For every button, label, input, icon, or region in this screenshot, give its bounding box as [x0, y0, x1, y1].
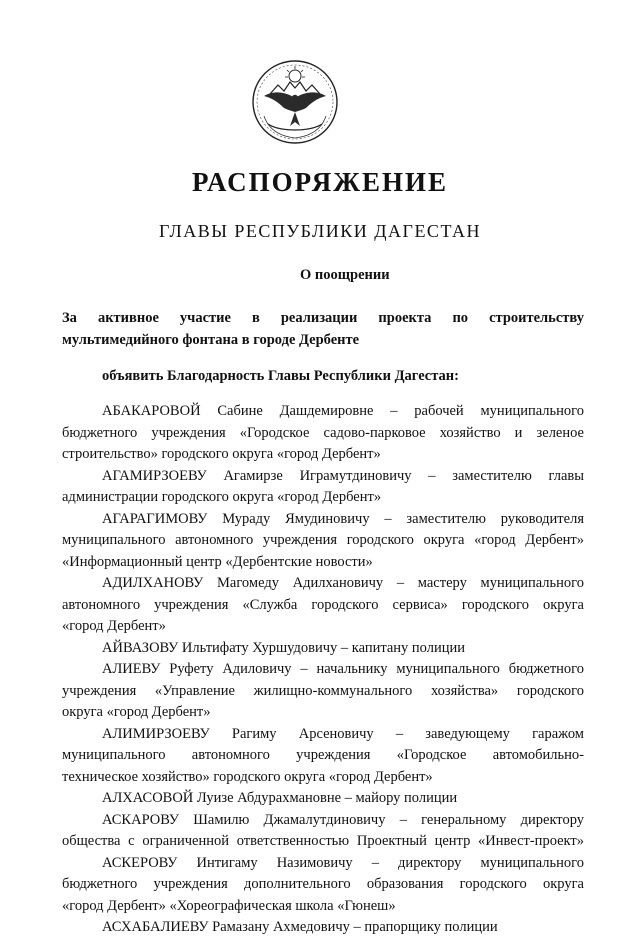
document-title: РАСПОРЯЖЕНИЕ — [191, 167, 449, 197]
document-subject: О поощрении — [300, 267, 390, 283]
preamble-paragraph — [62, 307, 584, 351]
list-line: бюджетного учреждения «Городское садово-парковое хозяйство и зеленое — [62, 424, 584, 441]
list-line: АБАКАРОВОЙ Сабине Дашдемировне – рабочей муниципального — [102, 403, 584, 419]
list-line: строительство» городского округа «город Дербент» — [62, 446, 381, 462]
list-line: муниципального автономного учреждения «Городское автомобильно- — [62, 747, 584, 763]
list-line: муниципального автономного учреждения городского округа «город Дербент» — [62, 532, 584, 548]
list-line: «Информационный центр «Дербентские новости» — [62, 553, 373, 570]
list-line: АЛХАСОВОЙ Луизе Абдурахмановне – майору полиции — [102, 790, 458, 806]
list-line: автономного учреждения «Служба городского сервиса» городского округа — [62, 596, 584, 613]
list-line: администрации городского округа «город Дербент» — [62, 489, 382, 505]
list-line: АЛИЕВУ Руфету Адиловичу – начальнику муниципального бюджетного — [102, 661, 584, 677]
list-line: АГАМИРЗОЕВУ Агамирзе Играмутдиновичу – заместителю главы — [102, 467, 584, 484]
document-subtitle: ГЛАВЫ РЕСПУБЛИКИ ДАГЕСТАН — [158, 221, 482, 241]
list-line: АСХАБАЛИЕВУ Рамазану Ахмедовичу – прапорщику полиции — [102, 919, 498, 935]
list-line: техническое хозяйство» городского округа «город Дербент» — [62, 768, 433, 785]
order-paragraph — [62, 365, 584, 387]
list-line: АГАРАГИМОВУ Мураду Ямудиновичу – заместителю руководителя — [102, 510, 584, 527]
list-line: учреждения «Управление жилищно-коммунального хозяйства» городского — [62, 682, 584, 699]
list-line: АЛИМИРЗОЕВУ Рагиму Арсеновичу – заведующему гаражом — [102, 725, 584, 742]
list-line: округа «город Дербент» — [62, 704, 211, 720]
list-line: АДИЛХАНОВУ Магомеду Адилхановичу – мастеру муниципального — [102, 575, 584, 591]
list-line: общества с ограниченной ответственностью Проектный центр «Инвест-проект» — [62, 833, 584, 849]
preamble-line: За активное участие в реализации проекта по строительству — [62, 310, 584, 326]
awardee-list — [62, 401, 584, 939]
list-line: «город Дербент» — [62, 618, 166, 634]
list-line: АСКЕРОВУ Интигаму Назимовичу – директору муниципального — [102, 854, 584, 871]
list-line: бюджетного учреждения дополнительного образования городского округа — [62, 876, 584, 892]
list-line: АСКАРОВУ Шамилю Джамалутдиновичу – генеральному директору — [102, 811, 584, 828]
list-line: «город Дербент» «Хореографическая школа «Гюнеш» — [62, 897, 396, 914]
preamble-line: мультимедийного фонтана в городе Дербенте — [62, 332, 360, 348]
coat-of-arms-dagestan-icon — [248, 58, 342, 146]
order-line: объявить Благодарность Главы Республики Дагестан: — [102, 368, 459, 384]
list-line: АЙВАЗОВУ Ильтифату Хуршудовичу – капитану полиции — [102, 639, 466, 656]
